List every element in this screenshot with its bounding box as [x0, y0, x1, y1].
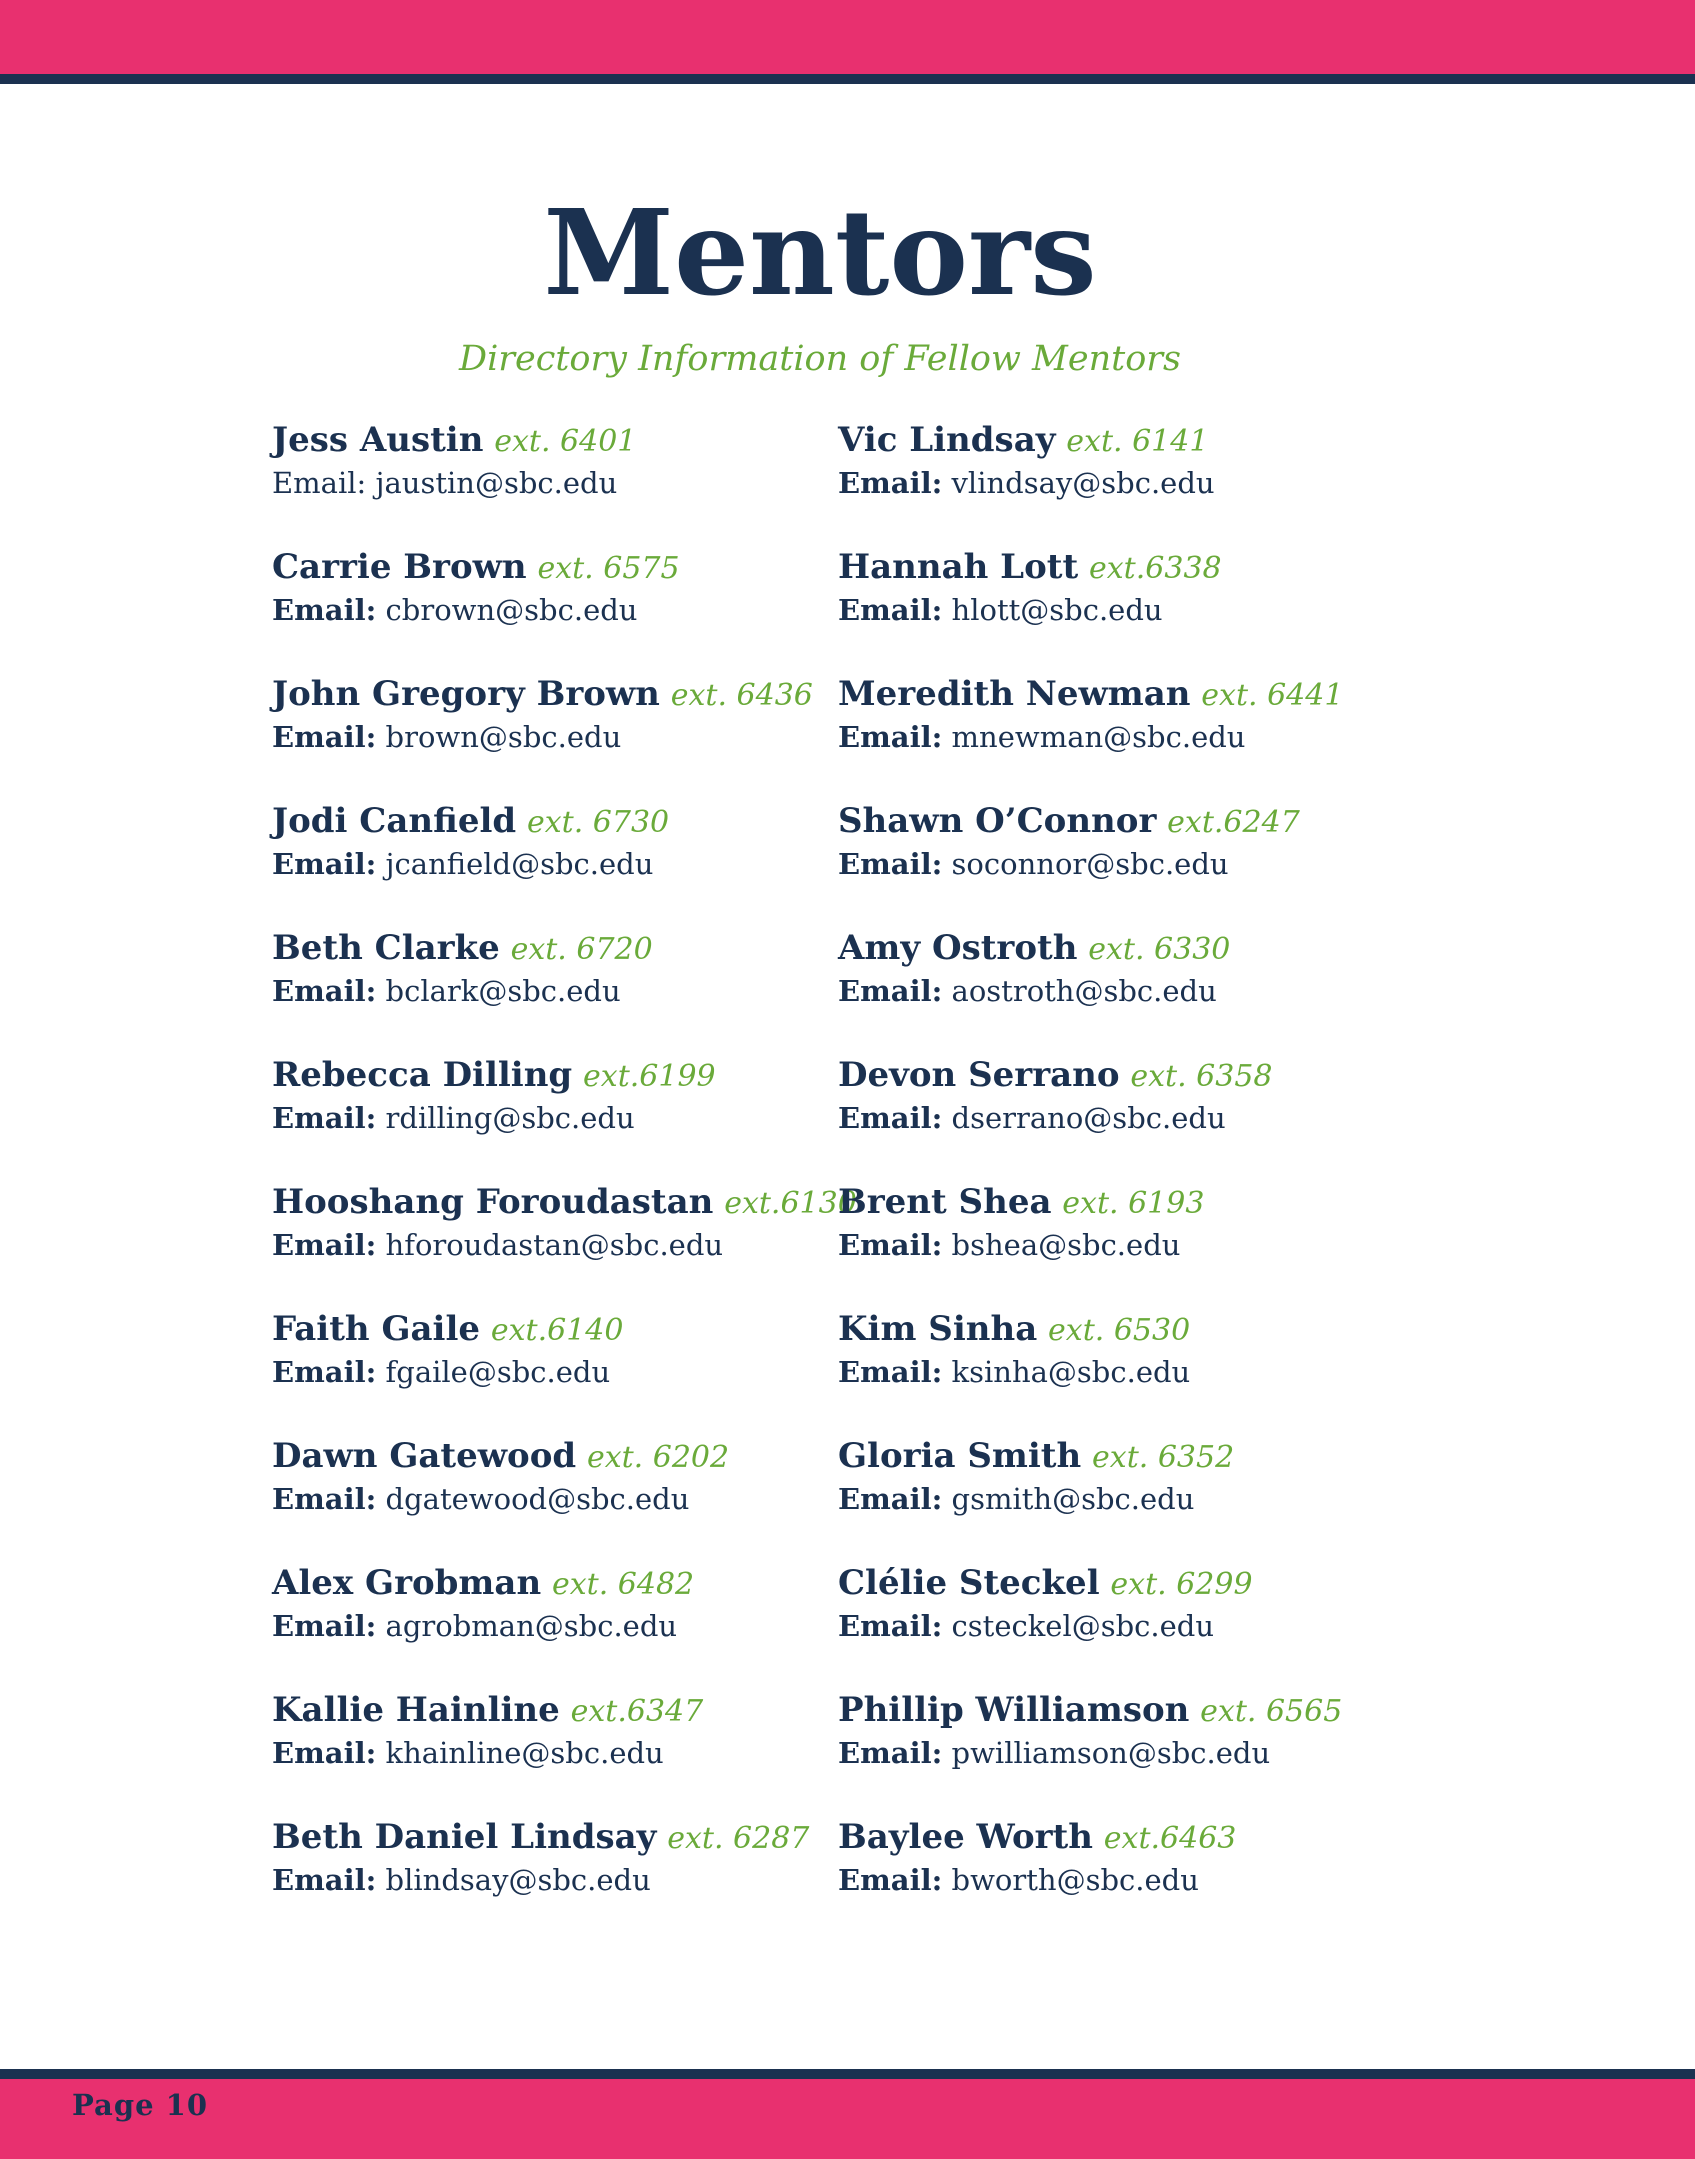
- mentor-name: Gloria Smith: [838, 1436, 1082, 1476]
- mentor-extension: ext. 6299: [1110, 1567, 1253, 1602]
- email-label: Email:: [838, 1228, 943, 1262]
- mentor-extension: ext. 6575: [537, 551, 680, 586]
- mentor-name: Faith Gaile: [272, 1309, 481, 1349]
- mentor-email: pwilliamson@sbc.edu: [951, 1736, 1271, 1770]
- email-label: Email:: [838, 1355, 943, 1389]
- email-label: Email:: [272, 1228, 377, 1262]
- mentor-email: hlott@sbc.edu: [951, 593, 1163, 627]
- mentor-name: Kallie Hainline: [272, 1690, 560, 1730]
- email-label: Email:: [272, 974, 377, 1008]
- email-label: Email:: [272, 720, 377, 754]
- mentor-name: Baylee Worth: [838, 1817, 1093, 1857]
- mentor-email: bshea@sbc.edu: [951, 1228, 1181, 1262]
- mentor-name: Kim Sinha: [838, 1309, 1038, 1349]
- email-label: Email:: [838, 720, 943, 754]
- mentor-entry: [272, 1688, 832, 1815]
- mentor-extension: ext.6130: [724, 1186, 857, 1221]
- mentor-email: jaustin@sbc.edu: [375, 466, 618, 500]
- mentor-list-right: [838, 418, 1398, 1942]
- mentor-entry: [838, 545, 1398, 672]
- mentor-extension: ext. 6193: [1062, 1186, 1205, 1221]
- mentor-entry: [838, 926, 1398, 1053]
- bottom-accent-band: [0, 2079, 1695, 2159]
- email-label: Email:: [272, 593, 377, 627]
- mentor-email: soconnor@sbc.edu: [951, 847, 1229, 881]
- mentor-extension: ext. 6720: [510, 932, 653, 967]
- email-label: Email:: [838, 1482, 943, 1516]
- email-label: Email:: [272, 1736, 377, 1770]
- mentor-email: mnewman@sbc.edu: [951, 720, 1246, 754]
- mentor-extension: ext. 6202: [586, 1440, 730, 1475]
- top-accent-band: [0, 0, 1695, 74]
- mentor-entry: [272, 926, 832, 1053]
- mentor-entry: [272, 1561, 832, 1688]
- email-label: Email:: [272, 847, 377, 881]
- mentor-name: Beth Clarke: [272, 928, 500, 968]
- email-label: Email:: [838, 1101, 943, 1135]
- email-label: Email:: [838, 466, 943, 500]
- mentor-name: Phillip Williamson: [838, 1690, 1190, 1730]
- mentor-extension: ext.6199: [583, 1059, 716, 1094]
- mentor-entry: [838, 1053, 1398, 1180]
- email-label: Email:: [838, 593, 943, 627]
- mentor-entry: [838, 418, 1398, 545]
- mentor-extension: ext.6247: [1167, 805, 1300, 840]
- mentor-extension: ext.6140: [490, 1313, 624, 1348]
- mentor-extension: ext.6463: [1103, 1821, 1237, 1856]
- mentor-email: rdilling@sbc.edu: [385, 1101, 635, 1135]
- mentor-name: Amy Ostroth: [838, 928, 1078, 968]
- email-label: Email:: [838, 1609, 943, 1643]
- mentor-entry: [272, 1180, 857, 1307]
- mentor-extension: ext. 6436: [670, 678, 813, 713]
- mentor-extension: ext.6347: [570, 1694, 704, 1729]
- mentor-extension: ext. 6565: [1200, 1694, 1343, 1729]
- mentor-entry: [272, 545, 832, 672]
- mentor-entry: [272, 1434, 832, 1561]
- mentor-entry: [838, 1307, 1398, 1434]
- mentor-entry: [272, 1815, 832, 1942]
- mentor-name: John Gregory Brown: [272, 674, 660, 714]
- mentor-email: bclark@sbc.edu: [385, 974, 621, 1008]
- mentor-email: blindsay@sbc.edu: [385, 1863, 651, 1897]
- mentor-entry: [272, 1307, 832, 1434]
- email-label: Email:: [838, 1863, 943, 1897]
- mentor-name: Shawn O’Connor: [838, 801, 1157, 841]
- mentor-entry: [272, 672, 832, 799]
- mentor-extension: ext. 6730: [526, 805, 670, 840]
- mentor-name: Carrie Brown: [272, 547, 527, 587]
- mentor-entry: [272, 1053, 832, 1180]
- mentor-email: agrobman@sbc.edu: [385, 1609, 678, 1643]
- mentor-extension: ext. 6482: [551, 1567, 695, 1602]
- mentor-name: Hannah Lott: [838, 547, 1079, 587]
- mentor-email: vlindsay@sbc.edu: [951, 466, 1215, 500]
- mentor-name: Vic Lindsay: [838, 420, 1056, 460]
- mentor-name: Devon Serrano: [838, 1055, 1120, 1095]
- mentor-entry: [838, 1180, 1398, 1307]
- mentor-email: brown@sbc.edu: [385, 720, 622, 754]
- top-rule: [0, 74, 1695, 84]
- mentor-entry: [838, 799, 1398, 926]
- mentor-email: bworth@sbc.edu: [951, 1863, 1199, 1897]
- mentor-entry: [272, 418, 832, 545]
- mentor-email: dgatewood@sbc.edu: [385, 1482, 690, 1516]
- mentor-name: Meredith Newman: [838, 674, 1191, 714]
- mentor-extension: ext. 6330: [1088, 932, 1231, 967]
- mentor-email: ksinha@sbc.edu: [951, 1355, 1191, 1389]
- email-label: Email:: [272, 1355, 377, 1389]
- mentor-list-left: [272, 418, 857, 1942]
- mentor-extension: ext. 6287: [667, 1821, 810, 1856]
- email-label: Email:: [272, 1482, 377, 1516]
- email-label: Email:: [838, 847, 943, 881]
- mentor-email: cbrown@sbc.edu: [385, 593, 638, 627]
- mentor-entry: [838, 1561, 1398, 1688]
- mentor-email: khainline@sbc.edu: [385, 1736, 664, 1770]
- mentor-extension: ext. 6401: [494, 424, 637, 459]
- page-number: Page 10: [72, 2088, 208, 2122]
- mentor-name: Hooshang Foroudastan: [272, 1182, 714, 1222]
- mentor-extension: ext. 6352: [1092, 1440, 1235, 1475]
- mentor-extension: ext. 6441: [1201, 678, 1344, 713]
- mentor-name: Rebecca Dilling: [272, 1055, 573, 1095]
- mentor-name: Beth Daniel Lindsay: [272, 1817, 657, 1857]
- page-title: Mentors: [543, 183, 1097, 322]
- mentor-email: fgaile@sbc.edu: [385, 1355, 611, 1389]
- email-label: Email:: [272, 466, 367, 500]
- mentor-email: csteckel@sbc.edu: [951, 1609, 1215, 1643]
- mentor-name: Dawn Gatewood: [272, 1436, 577, 1476]
- mentor-name: Brent Shea: [838, 1182, 1052, 1222]
- mentor-email: jcanfield@sbc.edu: [385, 847, 654, 881]
- mentor-email: hforoudastan@sbc.edu: [385, 1228, 724, 1262]
- email-label: Email:: [838, 974, 943, 1008]
- mentor-extension: ext.6338: [1089, 551, 1222, 586]
- mentor-email: aostroth@sbc.edu: [951, 974, 1217, 1008]
- page-subtitle: Directory Information of Fellow Mentors: [459, 339, 1181, 379]
- bottom-rule: [0, 2069, 1695, 2079]
- email-label: Email:: [838, 1736, 943, 1770]
- mentor-name: Jess Austin: [272, 420, 484, 460]
- mentor-entry: [272, 799, 832, 926]
- mentor-email: gsmith@sbc.edu: [951, 1482, 1195, 1516]
- email-label: Email:: [272, 1609, 377, 1643]
- email-label: Email:: [272, 1101, 377, 1135]
- mentor-name: Alex Grobman: [272, 1563, 542, 1603]
- mentor-email: dserrano@sbc.edu: [951, 1101, 1226, 1135]
- mentor-name: Jodi Canfield: [272, 801, 517, 841]
- mentor-name: Clélie Steckel: [838, 1563, 1100, 1603]
- mentor-extension: ext. 6358: [1130, 1059, 1273, 1094]
- email-label: Email:: [272, 1863, 377, 1897]
- mentor-entry: [838, 1688, 1398, 1815]
- mentor-extension: ext. 6141: [1066, 424, 1209, 459]
- mentor-extension: ext. 6530: [1048, 1313, 1191, 1348]
- mentor-entry: [838, 672, 1398, 799]
- mentor-entry: [838, 1815, 1398, 1942]
- mentor-entry: [838, 1434, 1398, 1561]
